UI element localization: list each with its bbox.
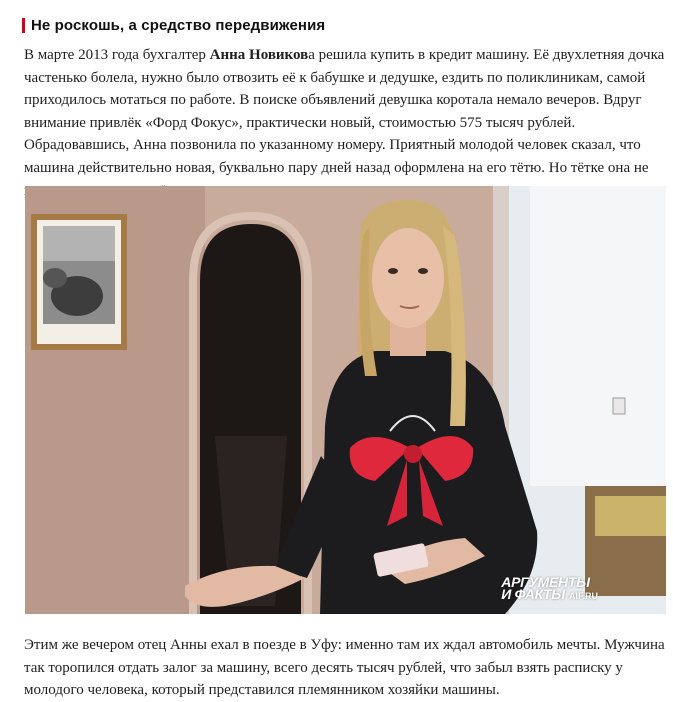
section-heading — [22, 15, 325, 35]
watermark-line-1: АРГУМЕНТЫ — [501, 574, 590, 590]
article-photo — [25, 186, 666, 614]
article-paragraph-1 — [24, 44, 666, 202]
photo-watermark-logo — [501, 576, 598, 602]
paragraph-1-intro: В марте 2013 года бухгалтер — [24, 47, 210, 63]
watermark-line-2: И ФАКТЫ — [501, 586, 565, 602]
heading-accent-bar — [22, 18, 25, 33]
watermark-site: AIF.RU — [569, 591, 598, 601]
paragraph-1-rest: а решила купить в кредит машину. Её двухлетняя дочка частенько болела, нужно было отвозить её к бабушке и дедушке, ездить по поликлиникам, самой приходилось мотаться по работе. В поиске объявлений девушка коротала немало вечеров. Вдруг внимание привлёк «Форд Фокус», практически новый, стоимостью 575 тысяч рублей. Обрадовавшись, Анна позвонила по указанному номеру. Приятный молодой человек сказал, что машина действительно новая, буквально пару дней назад оформлена на его тётю. Но тётке она не — [24, 47, 665, 176]
article-paragraph-2: Этим же вечером отец Анны ехал в поезде в Уфу: именно там их ждал автомобиль мечты. Мужчина так торопился отдать залог за машину, всего десять тысяч рублей, что забыл взять расписку у молодого человека, который представился племянником хозяйки машины. — [24, 637, 665, 699]
heading-text: Не роскошь, а средство передвижения — [31, 16, 326, 34]
person-name: Анна Новиков — [209, 47, 309, 63]
photo-illustration — [25, 186, 666, 614]
watermark-line-2-row — [501, 588, 598, 602]
